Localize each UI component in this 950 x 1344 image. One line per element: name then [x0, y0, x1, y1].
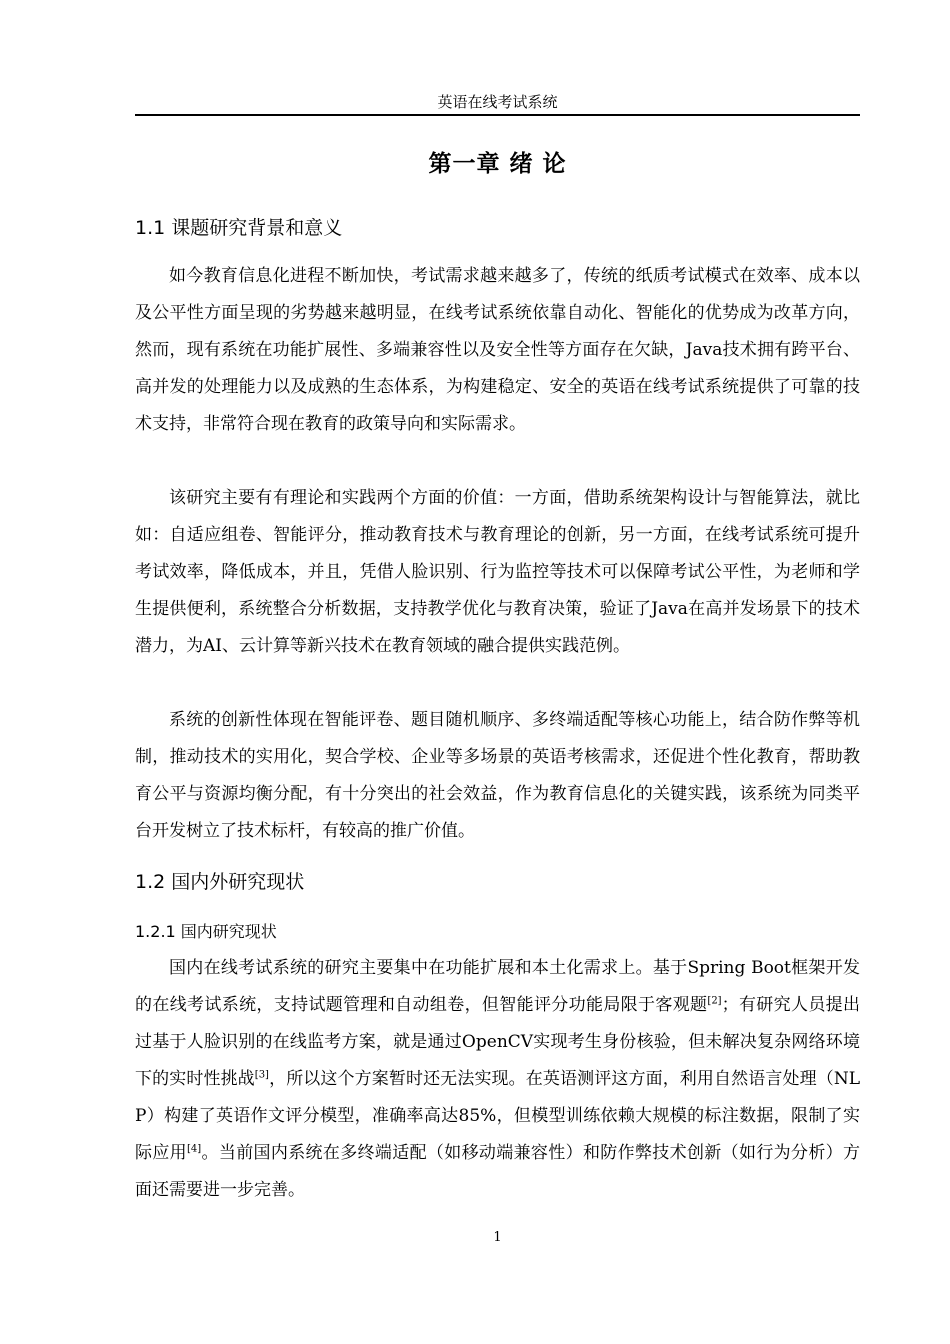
paragraph-text-segment: ；有研究人员提出过基于人脸识别的在线监考方案，就是通过OpenCV实现考生身份核验，但未解决复杂网络环境下的实时性挑战	[135, 995, 861, 1089]
section-heading-1-2: 1.2 国内外研究现状	[135, 871, 305, 893]
paragraph-innovation: 系统的创新性体现在智能评卷、题目随机顺序、多终端适配等核心功能上，结合防作弊等机制，推动技术的实用化，契合学校、企业等多场景的英语考核需求，还促进个性化教育，帮助教育公平与资源均衡分配，有十分突出的社会效益，作为教育信息化的关键实践，该系统为同类平台开发树立了技术标杆，有较高的推广价值。	[135, 710, 860, 841]
citation-4: [4]	[187, 1143, 202, 1155]
paragraph-text-segment: ，所以这个方案暂时还无法实现。在英语测评这方面，利用自然语言处理（NLP）构建了英语作文评分模型，准确率高达85%，但模型训练依赖大规模的标注数据，限制了实际应用	[135, 1069, 860, 1163]
chapter-title: 第一章 绪 论	[428, 151, 567, 177]
citation-2: [2]	[707, 995, 722, 1007]
paragraph-text-segment: 。当前国内系统在多终端适配（如移动端兼容性）和防作弊技术创新（如行为分析）方面还需要进一步完善。	[135, 1143, 861, 1200]
page-number: 1	[493, 1230, 502, 1245]
citation-3: [3]	[254, 1069, 269, 1081]
running-header: 英语在线考试系统	[437, 93, 558, 111]
paragraph-text-segment: 国内在线考试系统的研究主要集中在功能扩展和本土化需求上。基于Spring Boot框架开发的在线考试系统，支持试题管理和自动组卷，但智能评分功能局限于客观题	[135, 958, 860, 1015]
header-divider	[135, 114, 860, 116]
paragraph-value: 该研究主要有有理论和实践两个方面的价值：一方面，借助系统架构设计与智能算法，就比如：自适应组卷、智能评分，推动教育技术与教育理论的创新，另一方面，在线考试系统可提升考试效率，降低成本，并且，凭借人脸识别、行为监控等技术可以保障考试公平性，为老师和学生提供便利，系统整合分析数据，支持教学优化与教育决策，验证了Java在高并发场景下的技术潜力，为AI、云计算等新兴技术在教育领域的融合提供实践范例。	[135, 488, 860, 656]
section-heading-1-1: 1.1 课题研究背景和意义	[135, 217, 343, 239]
paragraph-domestic-research	[135, 950, 860, 1209]
subsection-heading-1-2-1: 1.2.1 国内研究现状	[135, 922, 277, 941]
paragraph-background: 如今教育信息化进程不断加快，考试需求越来越多了，传统的纸质考试模式在效率、成本以及公平性方面呈现的劣势越来越明显，在线考试系统依靠自动化、智能化的优势成为改革方向，然而，现有系统在功能扩展性、多端兼容性以及安全性等方面存在欠缺，Java技术拥有跨平台、高并发的处理能力以及成熟的生态体系，为构建稳定、安全的英语在线考试系统提供了可靠的技术支持，非常符合现在教育的政策导向和实际需求。	[135, 266, 860, 434]
